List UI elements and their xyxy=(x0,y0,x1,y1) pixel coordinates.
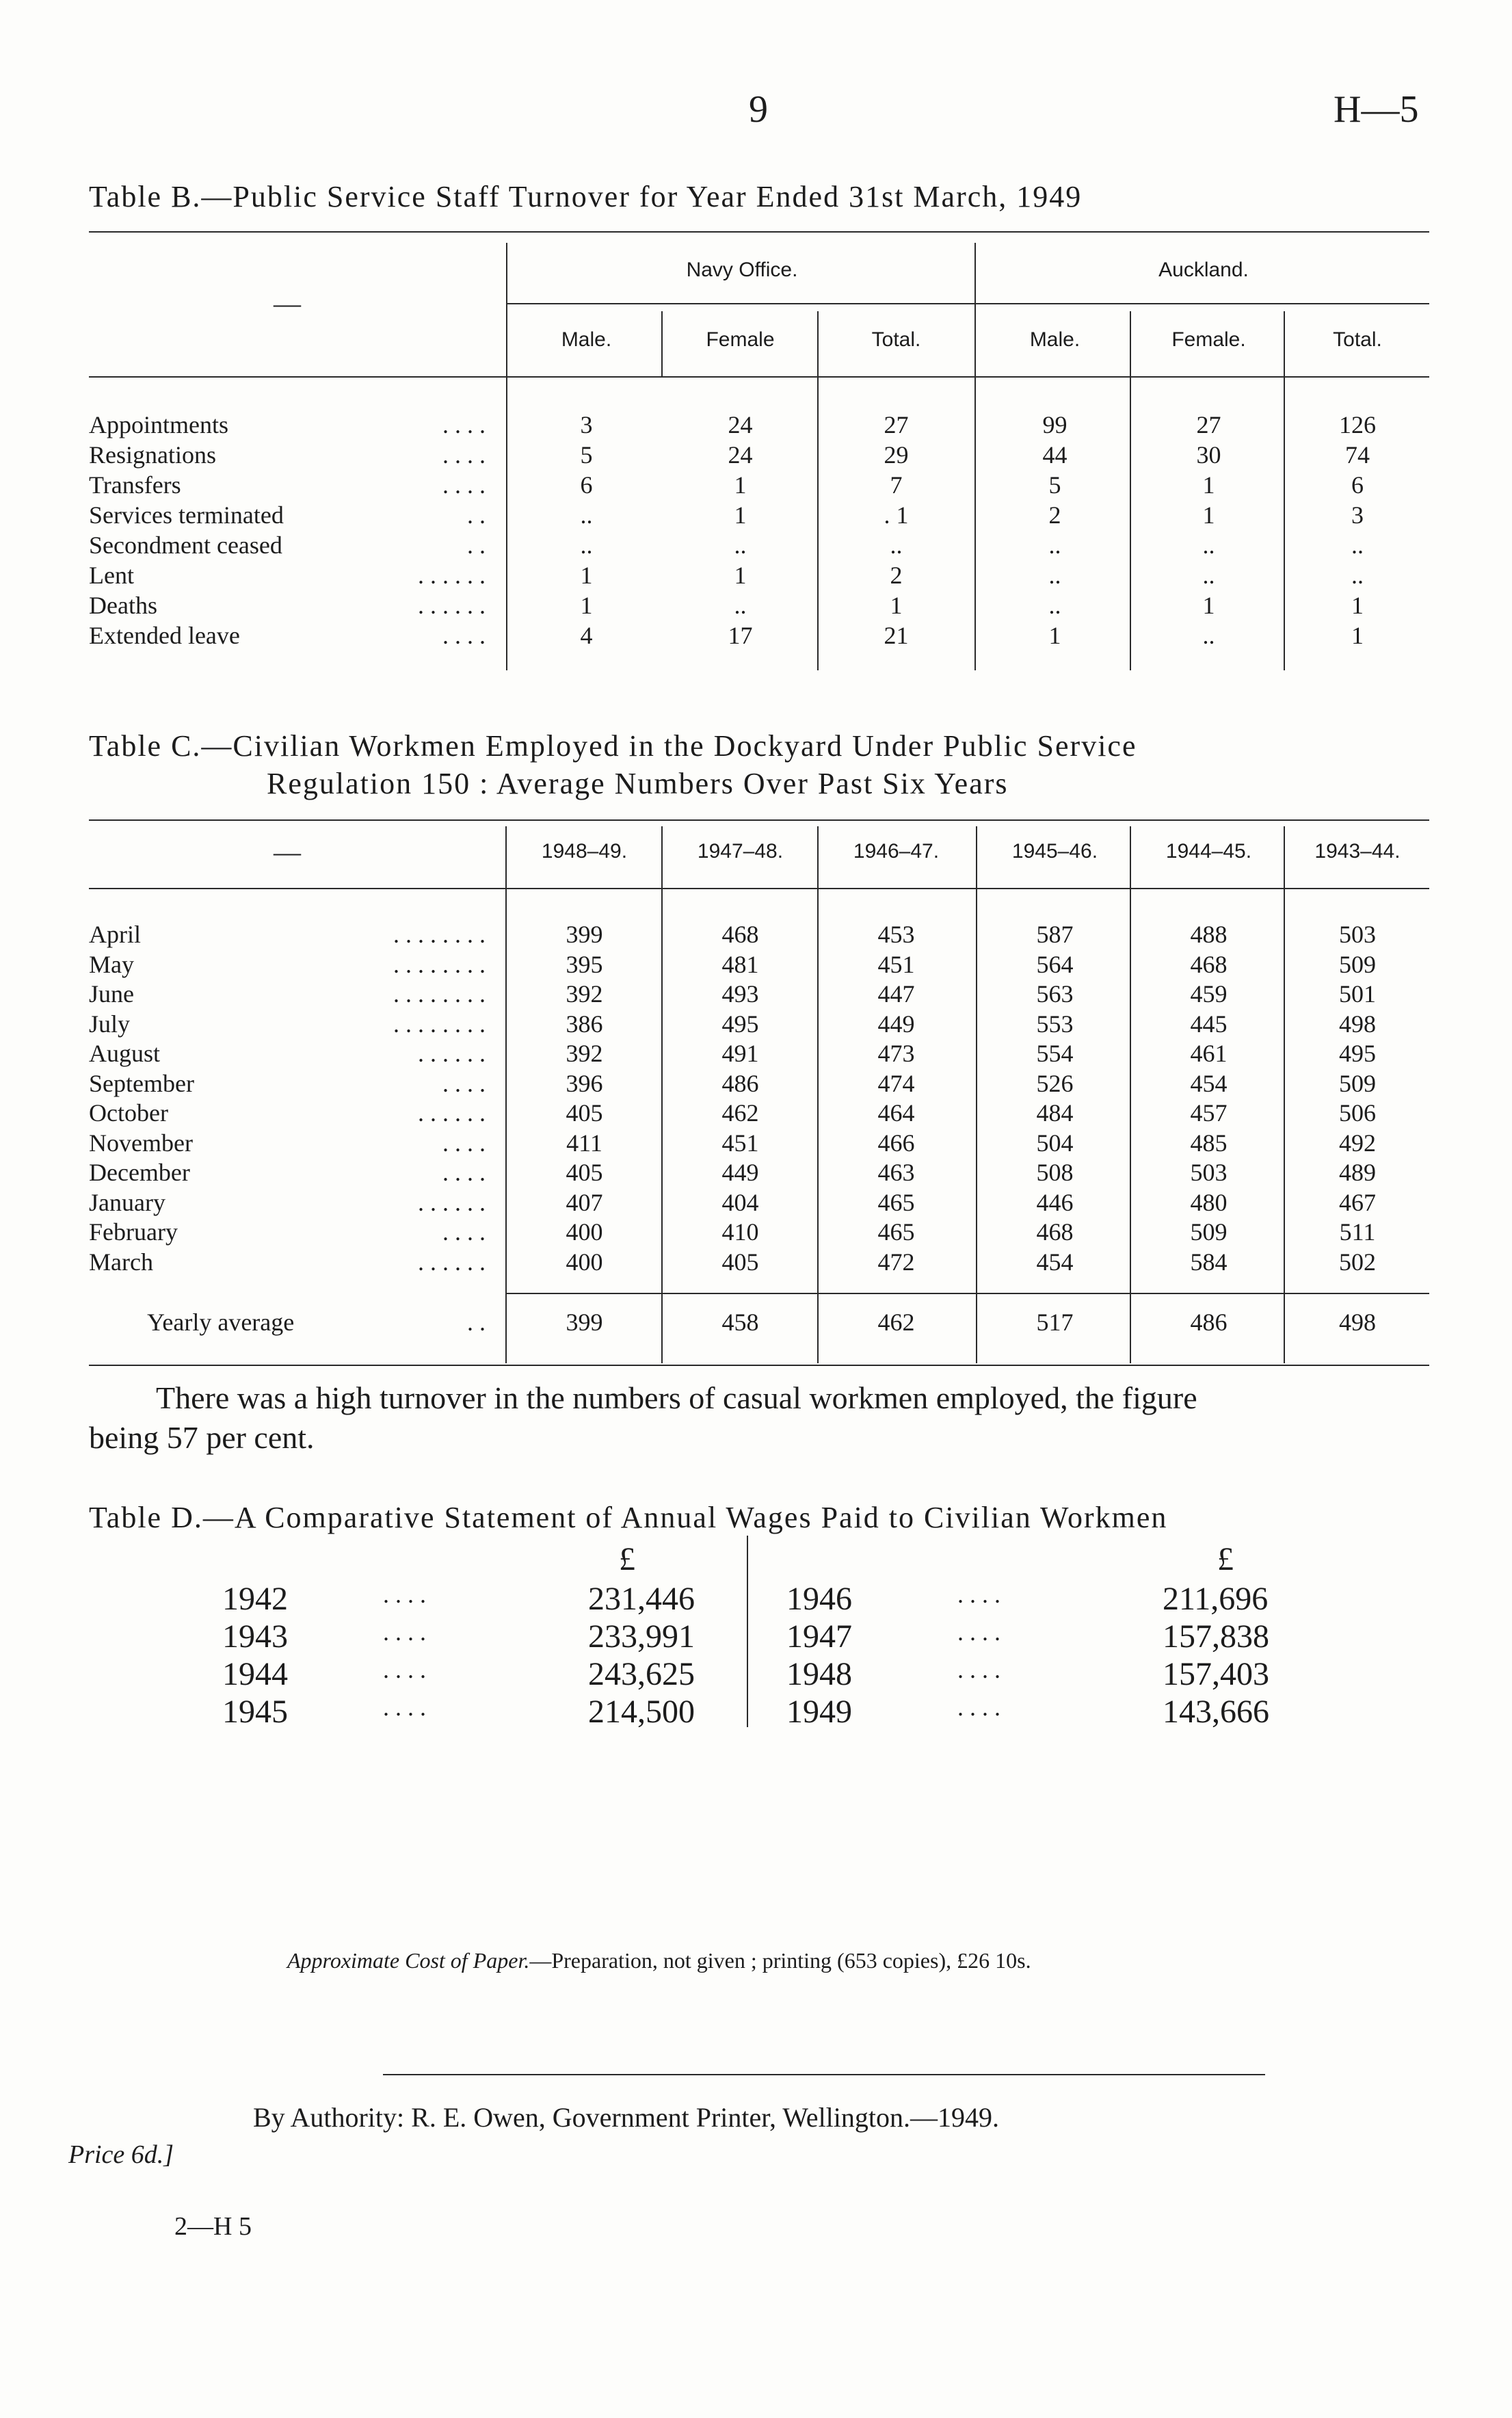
table-c-cell: 396 xyxy=(566,1069,603,1097)
table-c-month-label: March xyxy=(89,1248,153,1276)
table-c-row-dots: . . . . xyxy=(442,1129,486,1157)
table-c-row-dots: . . . . . . . . xyxy=(393,950,486,978)
table-c-cell: 392 xyxy=(566,980,603,1008)
table-b-subcol-rule xyxy=(817,311,819,670)
table-b-cell: 3 xyxy=(1351,501,1364,529)
table-c-cell: 457 xyxy=(1190,1099,1228,1127)
table-b-cell: 7 xyxy=(890,471,903,499)
table-b-subcol-header: Total. xyxy=(871,328,921,351)
turnover-note-line1: There was a high turnover in the numbers of casual workmen employed, the figure xyxy=(156,1380,1197,1415)
table-c-row-dots: . . . . . . xyxy=(418,1188,486,1216)
table-c-cell: 502 xyxy=(1339,1248,1376,1276)
table-d-dots: . . . . xyxy=(957,1694,1000,1721)
table-d-year: 1943 xyxy=(222,1618,288,1655)
signature-mark: 2—H 5 xyxy=(174,2212,252,2241)
table-c-month-label: September xyxy=(89,1069,194,1097)
table-d-year: 1949 xyxy=(786,1694,852,1730)
table-b-cell: 1 xyxy=(734,501,747,529)
table-b-cell: .. xyxy=(580,501,593,529)
table-b-group-navy: Navy Office. xyxy=(686,259,798,281)
table-c-col-rule xyxy=(817,826,819,1363)
table-b-cell: 24 xyxy=(728,411,753,438)
table-b-cell: 30 xyxy=(1196,441,1221,469)
table-b-subcol-header: Total. xyxy=(1333,328,1382,351)
table-c-cell: 459 xyxy=(1190,980,1228,1008)
table-c-cell: 526 xyxy=(1036,1069,1074,1097)
table-d-amount: 233,991 xyxy=(588,1618,695,1655)
table-b-row-dots: . . xyxy=(467,501,486,529)
table-d-amount: 157,838 xyxy=(1163,1618,1269,1655)
table-c-average-cell: 399 xyxy=(566,1309,603,1336)
table-b-cell: . 1 xyxy=(884,501,909,529)
cost-of-paper xyxy=(287,1948,1031,1973)
table-b-row-dots: . . . . xyxy=(442,471,486,499)
table-b-cell: 24 xyxy=(728,441,753,469)
table-b-caption: Table B.—Public Service Staff Turnover for Year Ended 31st March, 1949 xyxy=(89,180,1083,213)
table-d-year: 1945 xyxy=(222,1694,288,1730)
table-b-cell: 5 xyxy=(1048,471,1061,499)
table-b-row-dots: . . . . xyxy=(442,411,486,438)
table-d-dots: . . . . xyxy=(957,1581,1000,1608)
table-c-row-dots: . . . . . . . . xyxy=(393,921,486,948)
table-d-year: 1947 xyxy=(786,1618,852,1655)
table-d-currency-right: £ xyxy=(1217,1541,1234,1577)
table-b-vrule xyxy=(974,243,976,670)
table-c-month-label: October xyxy=(89,1099,168,1127)
table-c-caption-line2: Regulation 150 : Average Numbers Over Past Six Years xyxy=(267,767,1009,800)
table-c-cell: 392 xyxy=(566,1040,603,1067)
printer-authority: By Authority: R. E. Owen, Government Printer, Wellington.—1949. xyxy=(253,2102,1000,2133)
table-c-cell: 447 xyxy=(877,980,915,1008)
table-b-cell: .. xyxy=(580,531,593,559)
table-c-cell: 474 xyxy=(877,1069,915,1097)
table-c-cell: 462 xyxy=(721,1099,759,1127)
table-b-cell: 27 xyxy=(884,411,909,438)
table-c-cell: 481 xyxy=(721,950,759,978)
table-c-month-label: November xyxy=(89,1129,193,1157)
table-b-cell: 5 xyxy=(580,441,593,469)
table-b-header-rule xyxy=(89,376,1429,378)
table-c-cell: 454 xyxy=(1036,1248,1074,1276)
table-c-cell: 584 xyxy=(1190,1248,1228,1276)
table-c-cell: 472 xyxy=(877,1248,915,1276)
table-c-cell: 495 xyxy=(721,1010,759,1038)
table-c-cell: 509 xyxy=(1190,1218,1228,1246)
table-b-row-label: Services terminated xyxy=(89,501,284,529)
table-b-row-label: Transfers xyxy=(89,471,181,499)
table-b-subcol-header: Male. xyxy=(561,328,612,351)
table-b-cell: 1 xyxy=(580,592,593,619)
table-c-average-cell: 462 xyxy=(877,1309,915,1336)
table-c-cell: 461 xyxy=(1190,1040,1228,1067)
table-d-amount: 211,696 xyxy=(1163,1581,1269,1617)
table-c-cell: 446 xyxy=(1036,1188,1074,1216)
table-c-cell: 501 xyxy=(1339,980,1376,1008)
table-c-year-header: 1944–45. xyxy=(1165,840,1252,863)
table-c-col-rule xyxy=(661,826,663,1363)
table-c-month-label: May xyxy=(89,950,134,978)
table-d-dots: . . . . xyxy=(957,1656,1000,1683)
table-b-cell: 4 xyxy=(580,622,593,649)
table-b-cell: 74 xyxy=(1345,441,1370,469)
table-c-cell: 503 xyxy=(1190,1159,1228,1186)
table-b-cell: 27 xyxy=(1196,411,1221,438)
table-c-cell: 554 xyxy=(1036,1040,1074,1067)
table-b-subcol-header: Female. xyxy=(1171,328,1246,351)
table-c-cell: 480 xyxy=(1190,1188,1228,1216)
table-c-caption-line1: Table C.—Civilian Workmen Employed in the Dockyard Under Public Service xyxy=(89,729,1137,763)
table-b-cell: 1 xyxy=(1202,471,1215,499)
table-b-row-label: Resignations xyxy=(89,441,216,469)
table-c-col-rule xyxy=(505,826,507,1363)
cost-label: Approximate Cost of Paper. xyxy=(287,1948,530,1973)
table-d-year: 1946 xyxy=(786,1581,852,1617)
table-c-cell: 464 xyxy=(877,1099,915,1127)
table-c-average-dots: . . xyxy=(467,1309,486,1336)
table-c-row-dots: . . . . xyxy=(442,1069,486,1097)
table-c-cell: 473 xyxy=(877,1040,915,1067)
table-d-dots: . . . . xyxy=(383,1694,426,1721)
table-d-dots: . . . . xyxy=(383,1581,426,1608)
table-c-year-header: 1945–46. xyxy=(1011,840,1098,863)
table-b-group-rule xyxy=(507,303,1429,304)
table-b-cell: 126 xyxy=(1339,411,1376,438)
table-b-cell: 1 xyxy=(734,471,747,499)
table-b-row-dots: . . . . . . xyxy=(418,562,486,589)
table-b-cell: .. xyxy=(1351,531,1364,559)
cost-text: —Preparation, not given ; printing (653 copies), £26 10s. xyxy=(529,1948,1031,1973)
table-c-average-cell: 498 xyxy=(1339,1309,1376,1336)
table-c-cell: 488 xyxy=(1190,921,1228,948)
table-c-cell: 400 xyxy=(566,1248,603,1276)
table-c-average-label: Yearly average xyxy=(147,1309,295,1336)
table-c-row-dots: . . . . . . xyxy=(418,1099,486,1127)
document-reference: H—5 xyxy=(1334,88,1419,131)
table-c-cell: 587 xyxy=(1036,921,1074,948)
table-c-cell: 451 xyxy=(877,950,915,978)
table-c-cell: 484 xyxy=(1036,1099,1074,1127)
table-c-cell: 449 xyxy=(877,1010,915,1038)
table-c-month-label: February xyxy=(89,1218,178,1246)
table-b-row-label: Secondment ceased xyxy=(89,531,282,559)
table-b-subcol-header: Male. xyxy=(1029,328,1080,351)
table-c-year-header: 1948–49. xyxy=(541,840,628,863)
table-b-cell: 6 xyxy=(580,471,593,499)
table-c-cell: 486 xyxy=(721,1069,759,1097)
table-b-row-dots: . . . . xyxy=(442,622,486,649)
table-c-cell: 451 xyxy=(721,1129,759,1157)
price: Price 6d.] xyxy=(68,2140,174,2169)
table-c-cell: 465 xyxy=(877,1218,915,1246)
table-b-cell: .. xyxy=(1202,562,1215,589)
table-d-dots: . . . . xyxy=(383,1618,426,1646)
table-c-average-cell: 517 xyxy=(1036,1309,1074,1336)
table-b-cell: 1 xyxy=(580,562,593,589)
table-b-cell: 1 xyxy=(734,562,747,589)
table-b-cell: .. xyxy=(1351,562,1364,589)
table-b-cell: 2 xyxy=(890,562,903,589)
table-b-subcol-header: Female xyxy=(706,328,775,351)
table-c-top-rule xyxy=(89,819,1429,821)
table-c-row-dots: . . . . . . . . xyxy=(393,1010,486,1038)
table-b-cell: 3 xyxy=(580,411,593,438)
table-b-cell: .. xyxy=(734,592,747,619)
table-c-month-label: January xyxy=(89,1188,165,1216)
table-c-cell: 493 xyxy=(721,980,759,1008)
table-b-row-dots: . . . . xyxy=(442,441,486,469)
table-c-cell: 454 xyxy=(1190,1069,1228,1097)
table-c-cell: 449 xyxy=(721,1159,759,1186)
table-c-cell: 399 xyxy=(566,921,603,948)
table-b-row-label: Lent xyxy=(89,562,134,589)
table-b-cell: .. xyxy=(1048,592,1061,619)
table-c-cell: 492 xyxy=(1339,1129,1376,1157)
table-b-cell: .. xyxy=(734,531,747,559)
table-b-cell: 21 xyxy=(884,622,909,649)
table-c-cell: 485 xyxy=(1190,1129,1228,1157)
table-c-cell: 465 xyxy=(877,1188,915,1216)
table-c-cell: 509 xyxy=(1339,950,1376,978)
table-c-row-dots: . . . . xyxy=(442,1218,486,1246)
table-b-cell: 2 xyxy=(1048,501,1061,529)
table-b-cell: 44 xyxy=(1042,441,1067,469)
table-c-cell: 410 xyxy=(721,1218,759,1246)
table-c-cell: 491 xyxy=(721,1040,759,1067)
table-d-amount: 143,666 xyxy=(1163,1694,1269,1730)
table-c-cell: 553 xyxy=(1036,1010,1074,1038)
table-d-dots: . . . . xyxy=(383,1656,426,1683)
table-b-cell: 1 xyxy=(890,592,903,619)
table-b-cell: .. xyxy=(1202,531,1215,559)
table-c-month-label: August xyxy=(89,1040,161,1067)
table-c-cell: 503 xyxy=(1339,921,1376,948)
table-d-amount: 231,446 xyxy=(588,1581,695,1617)
table-c-cell: 467 xyxy=(1339,1188,1376,1216)
table-c-cell: 395 xyxy=(566,950,603,978)
table-b-subcol-rule xyxy=(661,311,663,376)
table-b-cell: 6 xyxy=(1351,471,1364,499)
table-b-cell: 99 xyxy=(1042,411,1067,438)
table-c-cell: 463 xyxy=(877,1159,915,1186)
table-b-corner-dash: — xyxy=(274,288,301,319)
table-d-year: 1944 xyxy=(222,1656,288,1692)
table-d-currency-left: £ xyxy=(619,1541,635,1577)
table-b-cell: .. xyxy=(1048,562,1061,589)
table-b-cell: 1 xyxy=(1202,592,1215,619)
table-c-header-rule xyxy=(89,888,1429,889)
table-c-average-cell: 458 xyxy=(721,1309,759,1336)
table-c-cell: 508 xyxy=(1036,1159,1074,1186)
table-b-top-rule xyxy=(89,231,1429,233)
table-c-row-dots: . . . . . . xyxy=(418,1248,486,1276)
table-c-month-label: June xyxy=(89,980,134,1008)
table-c-cell: 405 xyxy=(566,1099,603,1127)
table-b-cell: 1 xyxy=(1048,622,1061,649)
table-d-caption: Table D.—A Comparative Statement of Annual Wages Paid to Civilian Workmen xyxy=(89,1501,1168,1534)
table-b-cell: .. xyxy=(1202,622,1215,649)
table-c-month-label: December xyxy=(89,1159,190,1186)
table-c-cell: 400 xyxy=(566,1218,603,1246)
table-b-row-label: Extended leave xyxy=(89,622,240,649)
table-c-cell: 445 xyxy=(1190,1010,1228,1038)
table-c-year-header: 1946–47. xyxy=(853,840,940,863)
table-b-vrule xyxy=(506,243,507,670)
table-b-cell: .. xyxy=(890,531,903,559)
table-c-cell: 498 xyxy=(1339,1010,1376,1038)
table-c-cell: 504 xyxy=(1036,1129,1074,1157)
table-c-cell: 468 xyxy=(1036,1218,1074,1246)
table-c-cell: 404 xyxy=(721,1188,759,1216)
table-c-average-rule xyxy=(506,1293,1429,1294)
table-c-cell: 468 xyxy=(1190,950,1228,978)
table-c-cell: 495 xyxy=(1339,1040,1376,1067)
table-c-year-header: 1943–44. xyxy=(1314,840,1401,863)
table-b-cell: .. xyxy=(1048,531,1061,559)
table-c-row-dots: . . . . . . . . xyxy=(393,980,486,1008)
table-c-average-cell: 486 xyxy=(1190,1309,1228,1336)
table-c-cell: 506 xyxy=(1339,1099,1376,1127)
table-b-row-dots: . . xyxy=(467,531,486,559)
footer-rule xyxy=(383,2074,1265,2075)
table-d-amount: 243,625 xyxy=(588,1656,695,1692)
table-c-cell: 411 xyxy=(566,1129,602,1157)
table-c-col-rule xyxy=(976,826,977,1363)
table-c-cell: 564 xyxy=(1036,950,1074,978)
table-c-year-header: 1947–48. xyxy=(697,840,784,863)
table-b-cell: 1 xyxy=(1202,501,1215,529)
table-b-row-label: Appointments xyxy=(89,411,228,438)
table-c-month-label: July xyxy=(89,1010,131,1038)
table-b-cell: 29 xyxy=(884,441,909,469)
table-c-cell: 386 xyxy=(566,1010,603,1038)
table-c-row-dots: . . . . xyxy=(442,1159,486,1186)
table-c-bottom-rule xyxy=(89,1365,1429,1366)
table-c-corner-dash: — xyxy=(274,837,301,867)
table-c-cell: 405 xyxy=(566,1159,603,1186)
table-b-cell: 1 xyxy=(1351,622,1364,649)
table-c-cell: 405 xyxy=(721,1248,759,1276)
table-c-cell: 489 xyxy=(1339,1159,1376,1186)
table-b-group-auckland: Auckland. xyxy=(1158,259,1249,281)
turnover-note-line2: being 57 per cent. xyxy=(89,1420,315,1455)
table-d-dots: . . . . xyxy=(957,1618,1000,1646)
table-d-year: 1948 xyxy=(786,1656,852,1692)
page-number: 9 xyxy=(749,88,768,131)
table-b-row-label: Deaths xyxy=(89,592,157,619)
table-d-year: 1942 xyxy=(222,1581,288,1617)
table-c-cell: 407 xyxy=(566,1188,603,1216)
table-c-cell: 509 xyxy=(1339,1069,1376,1097)
table-c-cell: 453 xyxy=(877,921,915,948)
table-c-cell: 466 xyxy=(877,1129,915,1157)
table-c-cell: 468 xyxy=(721,921,759,948)
table-c-month-label: April xyxy=(89,921,141,948)
table-d-amount: 214,500 xyxy=(588,1694,695,1730)
table-b-cell: 1 xyxy=(1351,592,1364,619)
table-b-cell: 17 xyxy=(728,622,753,649)
table-d-divider xyxy=(747,1536,748,1727)
table-c-row-dots: . . . . . . xyxy=(418,1040,486,1067)
table-b-row-dots: . . . . . . xyxy=(418,592,486,619)
table-c-cell: 511 xyxy=(1339,1218,1376,1246)
table-c-cell: 563 xyxy=(1036,980,1074,1008)
table-d-amount: 157,403 xyxy=(1163,1656,1269,1692)
